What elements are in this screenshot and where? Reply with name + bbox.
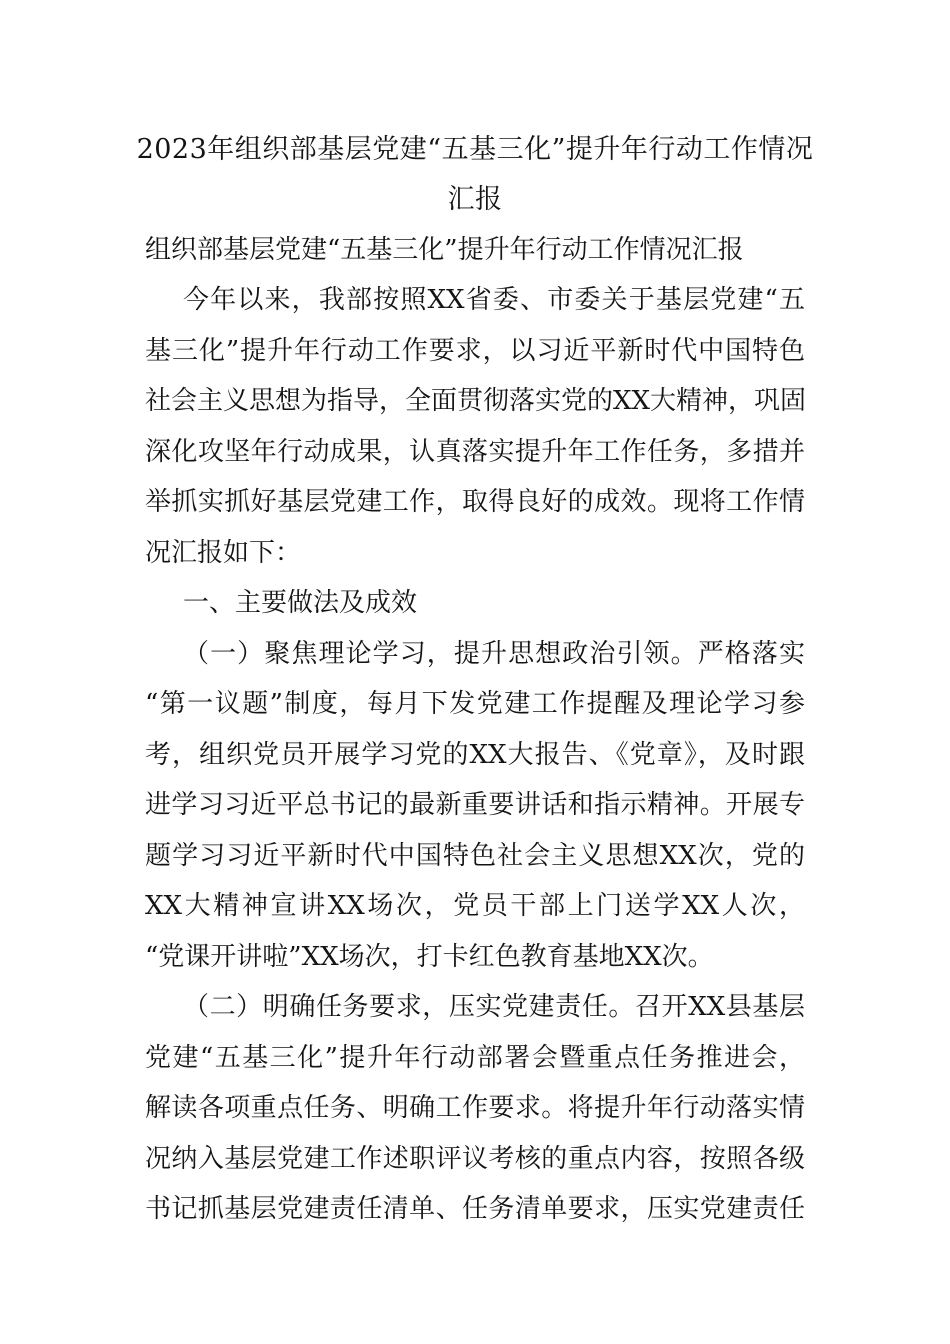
body-line: 考，组织党员开展学习党的XX大报告、《党章》，及时跟 [145, 740, 805, 770]
body-line: 解读各项重点任务、明确工作要求。将提升年行动落实情 [145, 1093, 805, 1123]
document-title-line-2: 汇报 [447, 184, 503, 215]
body-line: 基三化”提升年行动工作要求，以习近平新时代中国特色 [145, 336, 805, 366]
body-line: 况纳入基层党建工作述职评议考核的重点内容，按照各级 [145, 1144, 805, 1174]
body-line: “党课开讲啦”XX场次，打卡红色教育基地XX次。 [145, 942, 714, 972]
document-subtitle: 组织部基层党建“五基三化”提升年行动工作情况汇报 [145, 235, 744, 265]
document-title-line-1: 2023年组织部基层党建“五基三化”提升年行动工作情况 [136, 134, 814, 165]
section-heading: 一、主要做法及成效 [183, 588, 418, 618]
body-line: （一）聚焦理论学习，提升思想政治引领。严格落实 [183, 639, 805, 669]
body-line: 社会主义思想为指导，全面贯彻落实党的XX大精神，巩固 [145, 386, 807, 416]
body-line: 况汇报如下： [145, 538, 302, 568]
body-line: 党建“五基三化”提升年行动部署会暨重点任务推进会， [145, 1043, 805, 1073]
body-line: 进学习习近平总书记的最新重要讲话和指示精神。开展专 [145, 790, 805, 820]
body-line: （二）明确任务要求，压实党建责任。召开XX县基层 [183, 992, 805, 1022]
body-line: “第一议题”制度，每月下发党建工作提醒及理论学习参 [145, 689, 805, 719]
body-line: XX大精神宣讲XX场次，党员干部上门送学XX人次， [145, 891, 805, 921]
body-line: 题学习习近平新时代中国特色社会主义思想XX次，党的 [145, 841, 805, 871]
body-line: 深化攻坚年行动成果，认真落实提升年工作任务，多措并 [145, 437, 805, 467]
body-line: 今年以来，我部按照XX省委、市委关于基层党建“五 [183, 285, 805, 315]
body-line: 举抓实抓好基层党建工作，取得良好的成效。现将工作情 [145, 487, 805, 517]
body-line: 书记抓基层党建责任清单、任务清单要求，压实党建责任 [145, 1194, 805, 1224]
